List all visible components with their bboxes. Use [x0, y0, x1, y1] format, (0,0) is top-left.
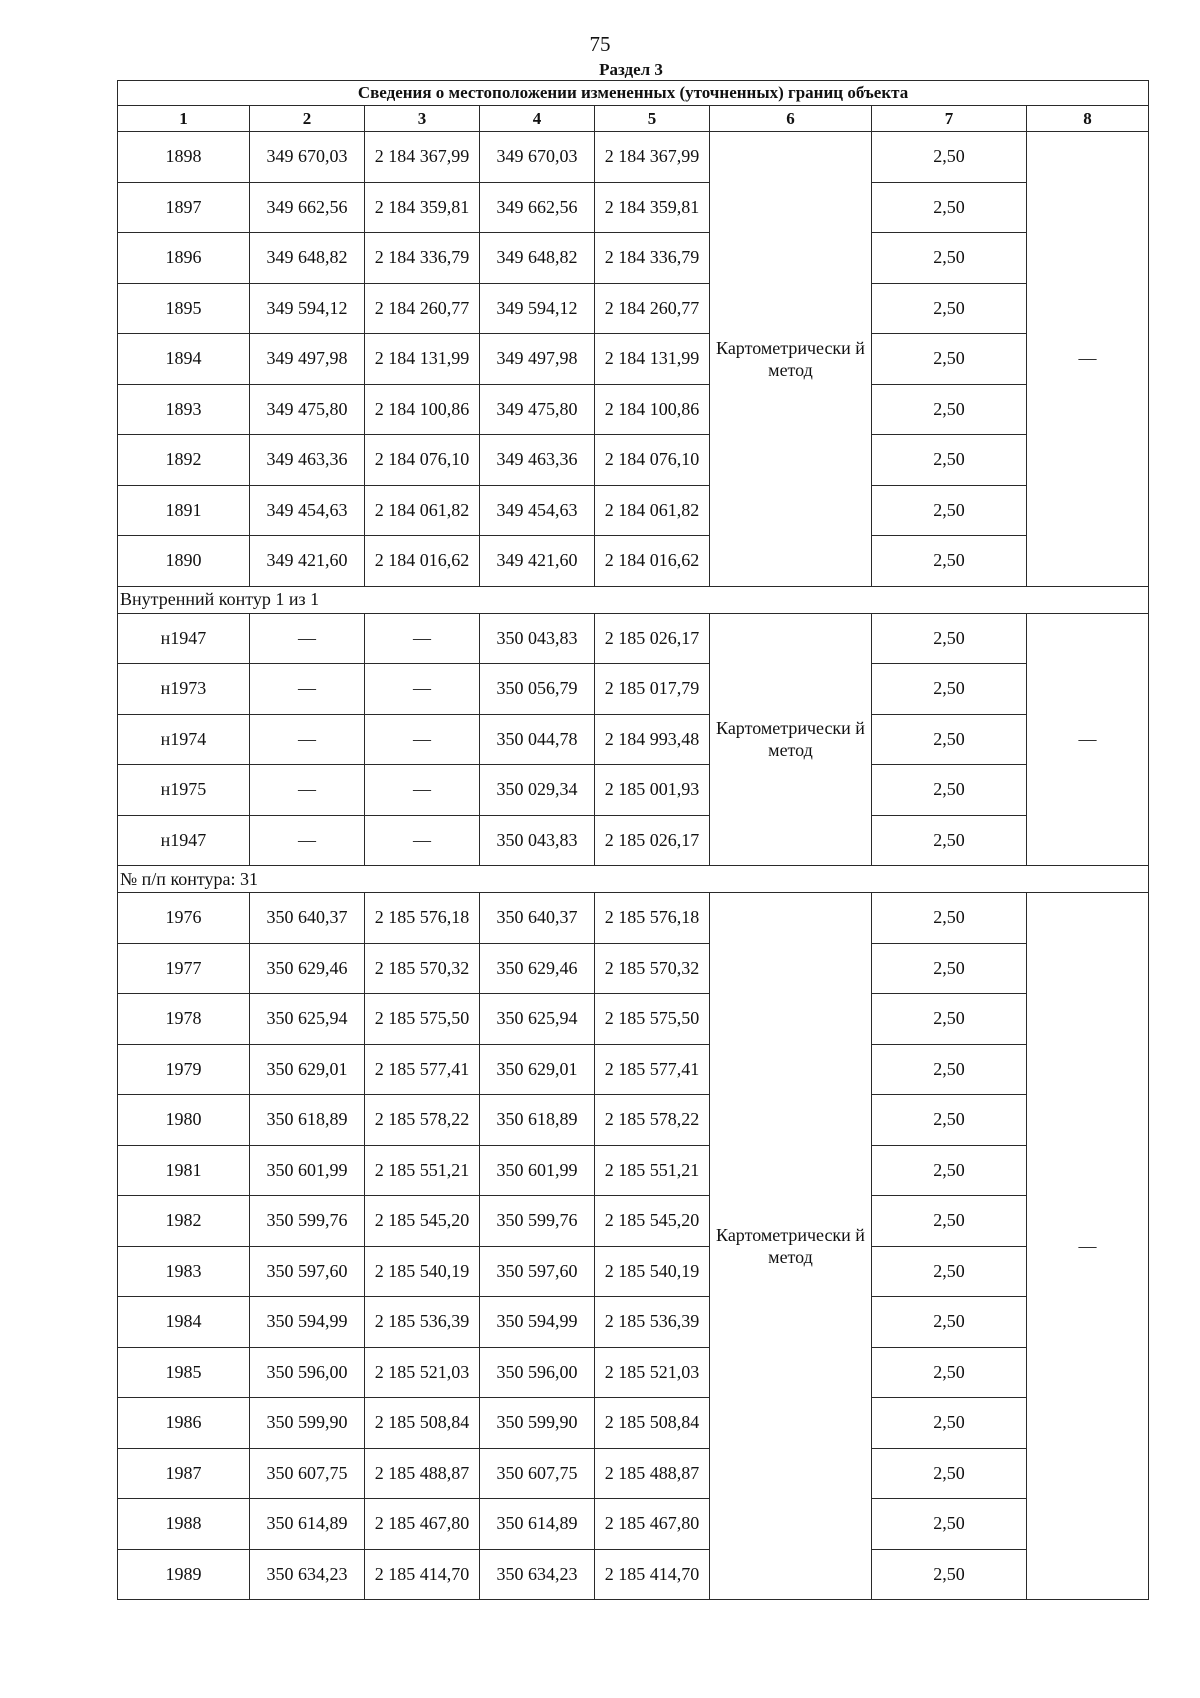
y-new-cell: 2 185 026,17 [595, 613, 710, 664]
x-existing-cell: 349 475,80 [250, 384, 365, 435]
point-id-cell: 1976 [118, 893, 250, 944]
table-row [118, 283, 1149, 334]
x-new-cell: 350 029,34 [480, 765, 595, 816]
x-new-cell: 350 625,94 [480, 994, 595, 1045]
y-new-cell: 2 185 577,41 [595, 1044, 710, 1095]
y-new-cell: 2 184 100,86 [595, 384, 710, 435]
x-existing-cell: 350 618,89 [250, 1095, 365, 1146]
table-title-row [118, 81, 1149, 106]
table-row [118, 1297, 1149, 1348]
table-row [118, 1398, 1149, 1449]
y-existing-cell: 2 184 061,82 [365, 485, 480, 536]
precision-cell: 2,50 [872, 714, 1027, 765]
x-new-cell: 350 629,46 [480, 943, 595, 994]
x-existing-cell: 350 601,99 [250, 1145, 365, 1196]
y-existing-cell: 2 185 578,22 [365, 1095, 480, 1146]
table-row [118, 132, 1149, 183]
point-id-cell: 1982 [118, 1196, 250, 1247]
precision-cell: 2,50 [872, 1297, 1027, 1348]
point-id-cell: н1974 [118, 714, 250, 765]
y-existing-cell: 2 185 540,19 [365, 1246, 480, 1297]
y-new-cell: 2 185 508,84 [595, 1398, 710, 1449]
precision-cell: 2,50 [872, 613, 1027, 664]
column-header: 5 [595, 106, 710, 132]
y-new-cell: 2 185 576,18 [595, 893, 710, 944]
y-new-cell: 2 185 575,50 [595, 994, 710, 1045]
column-8-cell: — [1027, 613, 1149, 866]
precision-cell: 2,50 [872, 485, 1027, 536]
x-new-cell: 350 607,75 [480, 1448, 595, 1499]
x-existing-cell: 349 662,56 [250, 182, 365, 233]
method-cell: Картометрически й метод [710, 893, 872, 1600]
point-id-cell: 1898 [118, 132, 250, 183]
y-existing-cell: 2 185 508,84 [365, 1398, 480, 1449]
y-existing-cell: 2 185 545,20 [365, 1196, 480, 1247]
table-row [118, 815, 1149, 866]
point-id-cell: 1894 [118, 334, 250, 385]
x-new-cell: 350 597,60 [480, 1246, 595, 1297]
table-row [118, 714, 1149, 765]
point-id-cell: 1989 [118, 1549, 250, 1600]
column-header: 2 [250, 106, 365, 132]
precision-cell: 2,50 [872, 1347, 1027, 1398]
point-id-cell: 1980 [118, 1095, 250, 1146]
x-existing-cell: 349 670,03 [250, 132, 365, 183]
y-existing-cell: 2 184 100,86 [365, 384, 480, 435]
x-new-cell: 349 594,12 [480, 283, 595, 334]
x-new-cell: 349 662,56 [480, 182, 595, 233]
point-id-cell: н1973 [118, 664, 250, 715]
y-new-cell: 2 185 488,87 [595, 1448, 710, 1499]
point-id-cell: 1977 [118, 943, 250, 994]
y-existing-cell: 2 184 260,77 [365, 283, 480, 334]
point-id-cell: 1978 [118, 994, 250, 1045]
table-title: Сведения о местоположении измененных (уточненных) границ объекта [118, 81, 1149, 106]
y-existing-cell: 2 185 576,18 [365, 893, 480, 944]
x-existing-cell: — [250, 765, 365, 816]
y-new-cell: 2 185 026,17 [595, 815, 710, 866]
x-existing-cell: — [250, 815, 365, 866]
contour-header: № п/п контура: 31 [118, 866, 1149, 893]
y-new-cell: 2 184 336,79 [595, 233, 710, 284]
boundary-table-body [118, 81, 1149, 1600]
x-existing-cell: 349 421,60 [250, 536, 365, 587]
x-new-cell: 350 596,00 [480, 1347, 595, 1398]
y-existing-cell: 2 184 359,81 [365, 182, 480, 233]
precision-cell: 2,50 [872, 132, 1027, 183]
column-header: 8 [1027, 106, 1149, 132]
table-row [118, 1246, 1149, 1297]
column-header: 3 [365, 106, 480, 132]
y-new-cell: 2 185 467,80 [595, 1499, 710, 1550]
y-new-cell: 2 184 076,10 [595, 435, 710, 486]
table-row [118, 334, 1149, 385]
column-header: 1 [118, 106, 250, 132]
precision-cell: 2,50 [872, 334, 1027, 385]
y-new-cell: 2 184 993,48 [595, 714, 710, 765]
y-new-cell: 2 185 017,79 [595, 664, 710, 715]
column-header-row [118, 106, 1149, 132]
point-id-cell: 1981 [118, 1145, 250, 1196]
precision-cell: 2,50 [872, 1145, 1027, 1196]
y-new-cell: 2 185 551,21 [595, 1145, 710, 1196]
y-new-cell: 2 185 540,19 [595, 1246, 710, 1297]
x-existing-cell: 350 599,76 [250, 1196, 365, 1247]
y-new-cell: 2 185 536,39 [595, 1297, 710, 1348]
precision-cell: 2,50 [872, 1095, 1027, 1146]
table-row [118, 1196, 1149, 1247]
x-existing-cell: 349 648,82 [250, 233, 365, 284]
point-id-cell: н1975 [118, 765, 250, 816]
point-id-cell: 1893 [118, 384, 250, 435]
x-new-cell: 350 599,76 [480, 1196, 595, 1247]
x-new-cell: 350 043,83 [480, 613, 595, 664]
table-row [118, 893, 1149, 944]
y-existing-cell: — [365, 815, 480, 866]
x-new-cell: 350 640,37 [480, 893, 595, 944]
y-existing-cell: 2 185 536,39 [365, 1297, 480, 1348]
x-existing-cell: 350 634,23 [250, 1549, 365, 1600]
precision-cell: 2,50 [872, 1398, 1027, 1449]
point-id-cell: 1891 [118, 485, 250, 536]
x-new-cell: 350 629,01 [480, 1044, 595, 1095]
precision-cell: 2,50 [872, 233, 1027, 284]
y-new-cell: 2 185 521,03 [595, 1347, 710, 1398]
x-new-cell: 349 670,03 [480, 132, 595, 183]
precision-cell: 2,50 [872, 664, 1027, 715]
table-row [118, 1549, 1149, 1600]
x-new-cell: 350 614,89 [480, 1499, 595, 1550]
y-existing-cell: 2 184 367,99 [365, 132, 480, 183]
contour-header: Внутренний контур 1 из 1 [118, 586, 1149, 613]
precision-cell: 2,50 [872, 1448, 1027, 1499]
x-new-cell: 350 056,79 [480, 664, 595, 715]
y-existing-cell: 2 185 488,87 [365, 1448, 480, 1499]
x-new-cell: 350 601,99 [480, 1145, 595, 1196]
x-existing-cell: 350 629,46 [250, 943, 365, 994]
x-existing-cell: 350 614,89 [250, 1499, 365, 1550]
section-title: Раздел 3 [599, 60, 663, 79]
y-existing-cell: 2 185 467,80 [365, 1499, 480, 1550]
precision-cell: 2,50 [872, 182, 1027, 233]
x-new-cell: 349 475,80 [480, 384, 595, 435]
precision-cell: 2,50 [872, 1246, 1027, 1297]
page-number: 75 [589, 32, 611, 56]
x-existing-cell: 350 597,60 [250, 1246, 365, 1297]
point-id-cell: 1985 [118, 1347, 250, 1398]
x-existing-cell: 350 607,75 [250, 1448, 365, 1499]
point-id-cell: 1896 [118, 233, 250, 284]
precision-cell: 2,50 [872, 1044, 1027, 1095]
x-existing-cell: 349 594,12 [250, 283, 365, 334]
precision-cell: 2,50 [872, 994, 1027, 1045]
y-new-cell: 2 184 016,62 [595, 536, 710, 587]
table-row [118, 182, 1149, 233]
column-8-cell: — [1027, 893, 1149, 1600]
point-id-cell: 1987 [118, 1448, 250, 1499]
precision-cell: 2,50 [872, 536, 1027, 587]
point-id-cell: 1892 [118, 435, 250, 486]
precision-cell: 2,50 [872, 1549, 1027, 1600]
y-existing-cell: 2 184 016,62 [365, 536, 480, 587]
table-row [118, 536, 1149, 587]
x-existing-cell: — [250, 664, 365, 715]
y-existing-cell: 2 185 570,32 [365, 943, 480, 994]
x-new-cell: 349 463,36 [480, 435, 595, 486]
x-existing-cell: 350 625,94 [250, 994, 365, 1045]
x-existing-cell: 350 594,99 [250, 1297, 365, 1348]
x-existing-cell: — [250, 714, 365, 765]
precision-cell: 2,50 [872, 435, 1027, 486]
point-id-cell: 1983 [118, 1246, 250, 1297]
y-new-cell: 2 185 570,32 [595, 943, 710, 994]
x-new-cell: 350 634,23 [480, 1549, 595, 1600]
precision-cell: 2,50 [872, 283, 1027, 334]
table-row [118, 384, 1149, 435]
method-cell: Картометрически й метод [710, 132, 872, 587]
point-id-cell: 1986 [118, 1398, 250, 1449]
y-existing-cell: 2 185 414,70 [365, 1549, 480, 1600]
y-existing-cell: 2 185 577,41 [365, 1044, 480, 1095]
x-new-cell: 350 594,99 [480, 1297, 595, 1348]
precision-cell: 2,50 [872, 1499, 1027, 1550]
table-row [118, 1044, 1149, 1095]
y-new-cell: 2 184 131,99 [595, 334, 710, 385]
y-new-cell: 2 185 545,20 [595, 1196, 710, 1247]
precision-cell: 2,50 [872, 1196, 1027, 1247]
contour-header-row [118, 586, 1149, 613]
point-id-cell: 1988 [118, 1499, 250, 1550]
table-row [118, 485, 1149, 536]
x-existing-cell: 349 454,63 [250, 485, 365, 536]
y-existing-cell: — [365, 613, 480, 664]
table-row [118, 435, 1149, 486]
point-id-cell: н1947 [118, 613, 250, 664]
table-row [118, 943, 1149, 994]
x-existing-cell: 349 463,36 [250, 435, 365, 486]
y-new-cell: 2 185 578,22 [595, 1095, 710, 1146]
precision-cell: 2,50 [872, 943, 1027, 994]
x-new-cell: 349 421,60 [480, 536, 595, 587]
y-existing-cell: 2 185 521,03 [365, 1347, 480, 1398]
table-row [118, 1347, 1149, 1398]
table-row [118, 664, 1149, 715]
x-new-cell: 350 618,89 [480, 1095, 595, 1146]
precision-cell: 2,50 [872, 893, 1027, 944]
y-existing-cell: — [365, 765, 480, 816]
x-new-cell: 349 497,98 [480, 334, 595, 385]
y-existing-cell: 2 185 575,50 [365, 994, 480, 1045]
table-row [118, 765, 1149, 816]
x-new-cell: 350 043,83 [480, 815, 595, 866]
table-row [118, 613, 1149, 664]
table-row [118, 1499, 1149, 1550]
point-id-cell: 1897 [118, 182, 250, 233]
y-new-cell: 2 184 260,77 [595, 283, 710, 334]
precision-cell: 2,50 [872, 815, 1027, 866]
x-new-cell: 349 648,82 [480, 233, 595, 284]
point-id-cell: 1890 [118, 536, 250, 587]
precision-cell: 2,50 [872, 384, 1027, 435]
x-existing-cell: 350 596,00 [250, 1347, 365, 1398]
x-new-cell: 350 044,78 [480, 714, 595, 765]
y-new-cell: 2 184 359,81 [595, 182, 710, 233]
x-new-cell: 350 599,90 [480, 1398, 595, 1449]
table-row [118, 1145, 1149, 1196]
boundary-table [117, 80, 1149, 1600]
x-existing-cell: 349 497,98 [250, 334, 365, 385]
x-existing-cell: 350 629,01 [250, 1044, 365, 1095]
point-id-cell: 1895 [118, 283, 250, 334]
x-existing-cell: 350 640,37 [250, 893, 365, 944]
point-id-cell: н1947 [118, 815, 250, 866]
y-new-cell: 2 185 001,93 [595, 765, 710, 816]
point-id-cell: 1979 [118, 1044, 250, 1095]
point-id-cell: 1984 [118, 1297, 250, 1348]
x-existing-cell: 350 599,90 [250, 1398, 365, 1449]
column-header: 7 [872, 106, 1027, 132]
x-new-cell: 349 454,63 [480, 485, 595, 536]
y-existing-cell: — [365, 664, 480, 715]
column-8-cell: — [1027, 132, 1149, 587]
table-row [118, 994, 1149, 1045]
x-existing-cell: — [250, 613, 365, 664]
method-cell: Картометрически й метод [710, 613, 872, 866]
y-existing-cell: 2 185 551,21 [365, 1145, 480, 1196]
contour-header-row [118, 866, 1149, 893]
y-new-cell: 2 184 367,99 [595, 132, 710, 183]
y-existing-cell: 2 184 076,10 [365, 435, 480, 486]
y-existing-cell: — [365, 714, 480, 765]
table-row [118, 1448, 1149, 1499]
y-new-cell: 2 185 414,70 [595, 1549, 710, 1600]
table-row [118, 233, 1149, 284]
table-row [118, 1095, 1149, 1146]
column-header: 6 [710, 106, 872, 132]
y-existing-cell: 2 184 131,99 [365, 334, 480, 385]
y-existing-cell: 2 184 336,79 [365, 233, 480, 284]
y-new-cell: 2 184 061,82 [595, 485, 710, 536]
precision-cell: 2,50 [872, 765, 1027, 816]
column-header: 4 [480, 106, 595, 132]
